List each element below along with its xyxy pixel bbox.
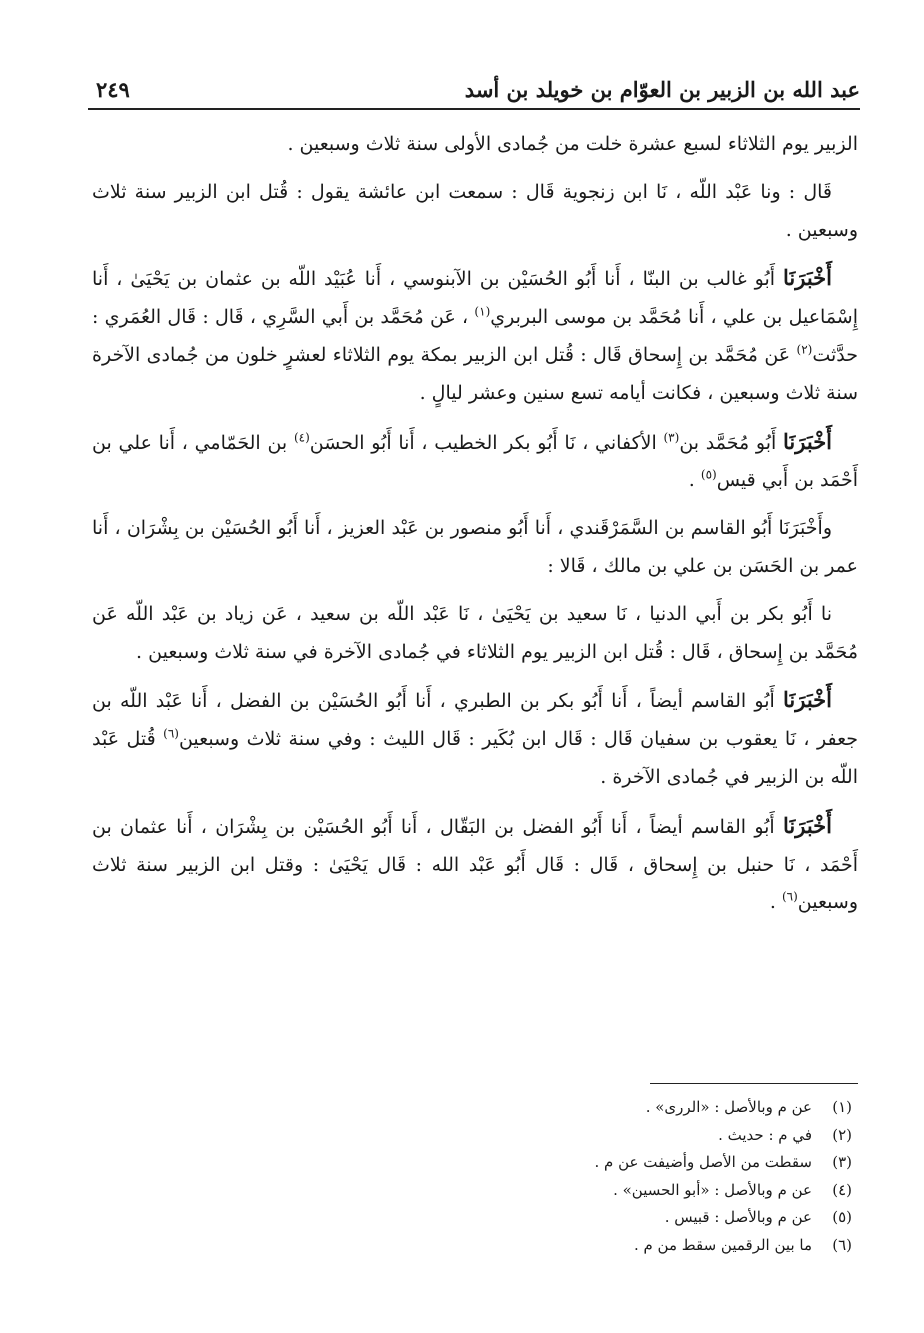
footnote-number: (٥): [832, 1208, 852, 1226]
paragraph-text: أَبُو القاسم أيضاً ، أَنا أَبُو بكر بن الطبري ، أَنا أَبُو الحُسَيْن بن الفضل ، أَنا عَبْد اللّه بن جعفر ، نَا يعقوب بن سفيان قَال : قَال ابن بُكَير : قَال الليث : وفي سنة ثلاث وسبعين: [92, 690, 858, 751]
paragraph-1: [92, 126, 858, 164]
footnote: [292, 1094, 852, 1122]
paragraph-text: الأكفاني ، نَا أَبُو بكر الخطيب ، أَنا أَبُو الحسَن: [309, 431, 657, 454]
footnote-marker: (٥): [700, 468, 717, 483]
footnote-text: ما بين الرقمين سقط من م .: [633, 1235, 812, 1254]
paragraph-text: أَبُو مُحَمَّد بن: [679, 431, 777, 454]
paragraph-lead-word: أَخْبَرَنَا: [783, 265, 832, 291]
footnote-number: (٣): [832, 1153, 852, 1171]
paragraph-4: [92, 423, 858, 501]
footnotes: [292, 1094, 852, 1259]
paragraph-6: [92, 596, 858, 672]
footnote-marker: (٦): [163, 726, 179, 741]
footnote-text: عن م وبالأصل : «الررى» .: [645, 1098, 812, 1116]
footnote-text: عن م وبالأصل : قبيس .: [664, 1208, 812, 1226]
paragraph-3: [92, 259, 858, 412]
footnote-number: (٢): [832, 1125, 852, 1144]
paragraph-text: عَن مُحَمَّد بن إِسحاق قَال : قُتل ابن الزبير بمكة يوم الثلاثاء لعشرٍ خلون من جُمادى الآخرة سنة ثلاث وسبعين ، فكانت أيامه تسع سنين وعشر ليالٍ .: [92, 343, 858, 404]
footnote-marker: (٣): [663, 430, 680, 445]
paragraph-text: الزبير يوم الثلاثاء لسبع عشرة خلت من جُمادى الأولى سنة ثلاث وسبعين .: [287, 133, 858, 155]
paragraph-text: نا أَبُو بكر بن أَبي الدنيا ، نَا سعيد بن يَحْيَىٰ ، نَا عَبْد اللّه بن سعيد ، عَن زياد بن عَبْد اللّه عَن مُحَمَّد بن إِسحاق ، قَال : قُتل ابن الزبير يوم الثلاثاء في جُمادى الآخرة في سنة ثلاث وسبعين .: [92, 602, 858, 663]
paragraph-8: [92, 807, 858, 922]
paragraph-text: ، عَن مُحَمَّد بن أَبي السَّرِي ، قَال : قَال العُمَري : حدَّثت: [92, 306, 858, 366]
footnote: [292, 1204, 852, 1232]
paragraph-text: وأَخْبَرَنَا أَبُو القاسم بن السَّمَرْقَندي ، أَنا أَبُو منصور بن عَبْد العزيز ، أَنا أَبُو الحُسَيْن بن بِشْرَان ، أَنا عمر بن الحَسَن بن علي بن مالك ، قَالا :: [92, 517, 858, 577]
footnote: [292, 1177, 852, 1205]
footnote: [292, 1232, 852, 1260]
paragraph-7: [92, 681, 858, 796]
footnote: [292, 1122, 852, 1150]
footnote-text: في م : حديث .: [718, 1125, 812, 1144]
paragraph-text: أَبُو القاسم أيضاً ، أَنا أَبُو الفضل بن البَقّال ، أَنا أَبُو الحُسَيْن بن بِشْرَان ، أَنا عثمان بن أَحْمَد ، نَا حنبل بن إِسحاق ، قَال : قَال أَبُو عَبْد الله : قَال يَحْيَىٰ : وقتل ابن الزبير سنة ثلاث وسبعين: [92, 815, 858, 914]
page-header: [88, 62, 860, 102]
footnote-text: سقطت من الأصل وأضيفت عن م .: [594, 1153, 812, 1171]
footnote-marker: (١): [474, 304, 491, 319]
paragraph-lead-word: أَخْبَرَنَا: [783, 428, 833, 454]
main-text: [92, 126, 858, 932]
paragraph-text: قَال : ونا عَبْد اللّه ، نَا ابن زنجوية قَال : سمعت ابن عائشة يقول : قُتل ابن الزبير سنة ثلاث وسبعين .: [92, 180, 858, 241]
footnote-marker: (٢): [796, 342, 813, 357]
footnote-number: (٦): [832, 1235, 852, 1254]
paragraph-text: .: [688, 469, 695, 492]
footnote-marker: (٦): [781, 890, 798, 905]
footnote-marker: (٤): [293, 430, 310, 445]
paragraph-text: .: [769, 891, 776, 914]
header-rule: [88, 108, 860, 110]
paragraph-lead-word: أَخْبَرَنَا: [783, 812, 832, 838]
footnote: [292, 1149, 852, 1177]
footnote-number: (١): [832, 1098, 852, 1116]
footnote-number: (٤): [832, 1180, 852, 1199]
paragraph-5: [92, 510, 858, 586]
paragraph-text: قُتل عَبْد اللّه بن الزبير في جُمادى الآخرة .: [92, 728, 858, 788]
running-head: عبد الله بن الزبير بن العوّام بن خويلد بن أسد: [464, 77, 860, 102]
paragraph-2: [92, 174, 858, 250]
paragraph-lead-word: أَخْبَرَنَا: [783, 687, 832, 713]
page-number: ٢٤٩: [96, 77, 130, 102]
footnote-text: عن م وبالأصل : «أبو الحسين» .: [613, 1180, 812, 1199]
paragraph-text: أَبُو غالب بن البنّا ، أَنا أَبُو الحُسَيْن بن الآبنوسي ، أَنا عُبَيْد اللّه بن عثمان بن يَحْيَىٰ ، أَنا إِسْمَاعيل بن علي ، أَنا مُحَمَّد بن موسى البربري: [92, 268, 859, 329]
footnote-rule: [650, 1083, 858, 1084]
paragraph-text: بن الحَمّامي ، أَنا علي بن أَحْمَد بن أَبي قيس: [92, 431, 858, 492]
